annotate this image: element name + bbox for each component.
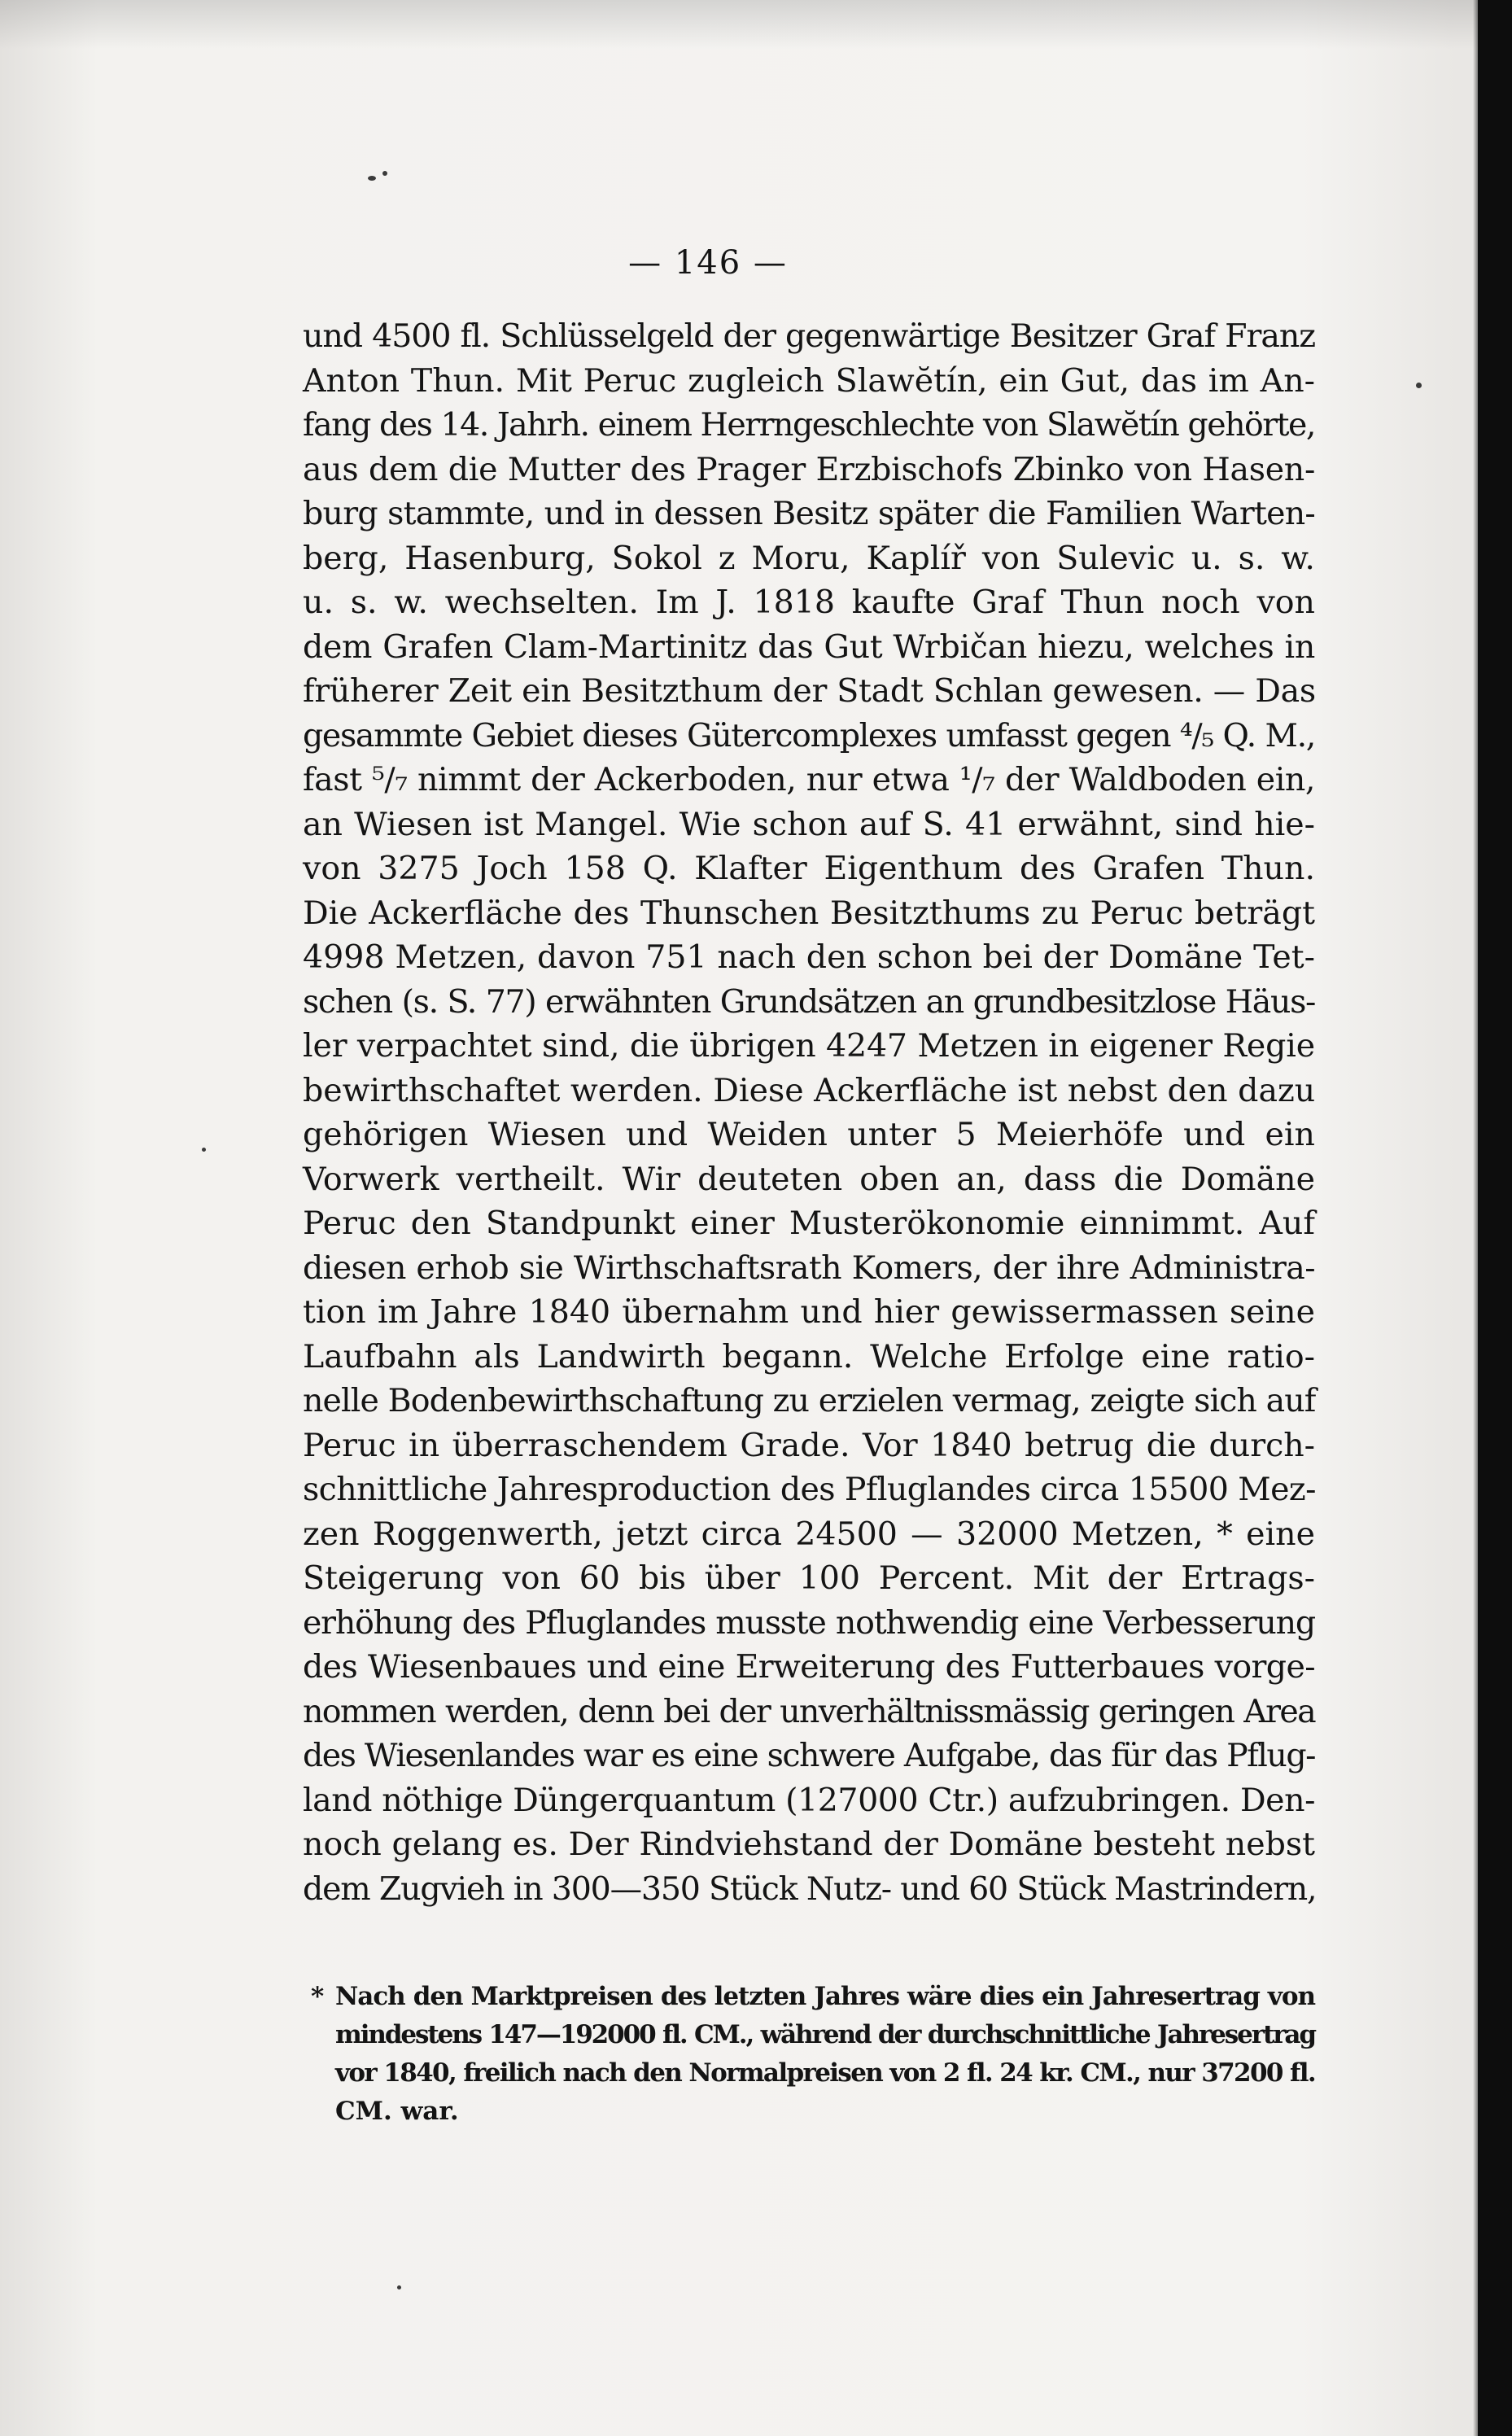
text-line: Peruc in überraschendem Grade. Vor 1840 betrug die durch- xyxy=(303,1426,1315,1464)
text-line: schen (s. S. 77) erwähnten Grundsätzen an grundbesitzlose Häus- xyxy=(303,982,1315,1021)
text-line: 4998 Metzen, davon 751 nach den schon bei der Domäne Tet- xyxy=(303,938,1315,976)
text-line: Vorwerk vertheilt. Wir deuteten oben an, dass die Domäne xyxy=(303,1160,1315,1198)
text-line: noch gelang es. Der Rindviehstand der Domäne besteht nebst xyxy=(303,1826,1315,1863)
scan-speck xyxy=(397,2285,401,2289)
text-line: gesammte Gebiet dieses Gütercomplexes umfasst gegen ⁴/₅ Q. M., xyxy=(303,716,1315,754)
text-line: land nöthige Düngerquantum (127000 Ctr.) aufzubringen. Den- xyxy=(303,1781,1315,1819)
text-line: ler verpachtet sind, die übrigen 4247 Metzen in eigener Regie xyxy=(303,1027,1315,1065)
scan-speck xyxy=(202,1148,206,1152)
text-line: aus dem die Mutter des Prager Erzbischofs Zbinko von Hasen- xyxy=(303,450,1315,488)
text-line: zen Roggenwerth, jetzt circa 24500 — 32000 Metzen, * eine xyxy=(303,1515,1315,1553)
text-line: nommen werden, denn bei der unverhältnissmässig geringen Area xyxy=(303,1692,1315,1730)
text-line: fast ⁵/₇ nimmt der Ackerboden, nur etwa ¹/₇ der Waldboden ein, xyxy=(303,761,1315,798)
text-line: dem Zugvieh in 300—350 Stück Nutz- und 60 Stück Mastrindern, xyxy=(303,1870,1317,1908)
text-line: Peruc den Standpunkt einer Musterökonomie einnimmt. Auf xyxy=(303,1205,1315,1242)
text-line: Laufbahn als Landwirth begann. Welche Erfolge eine ratio- xyxy=(303,1337,1315,1375)
text-line: schnittliche Jahresproduction des Pfluglandes circa 15500 Mez- xyxy=(303,1471,1316,1508)
scan-speck xyxy=(382,171,387,176)
text-line: gehörigen Wiesen und Weiden unter 5 Meierhöfe und ein xyxy=(303,1116,1315,1153)
text-line: des Wiesenlandes war es eine schwere Aufgabe, das für das Pflug- xyxy=(303,1737,1315,1774)
footnote-line: Nach den Marktpreisen des letzten Jahres wäre dies ein Jahresertrag von xyxy=(335,1982,1315,2011)
footnote-line: vor 1840, freilich nach den Normalpreisen von 2 fl. 24 kr. CM., nur 37200 fl. xyxy=(335,2058,1315,2088)
text-line: erhöhung des Pfluglandes musste nothwendig eine Verbesserung xyxy=(303,1603,1315,1642)
scan-speck xyxy=(368,176,376,181)
text-line: berg, Hasenburg, Sokol z Moru, Kaplíř von Sulevic u. s. w. xyxy=(303,539,1315,577)
top-edge-shadow xyxy=(0,0,1512,49)
dark-scan-border xyxy=(1478,0,1512,2436)
scan-speck xyxy=(1416,383,1422,388)
text-line: nelle Bodenbewirthschaftung zu erzielen vermag, zeigte sich auf xyxy=(303,1382,1316,1419)
text-line: u. s. w. wechselten. Im J. 1818 kaufte Graf Thun noch von xyxy=(303,584,1315,621)
text-line: dem Grafen Clam-Martinitz das Gut Wrbičan hiezu, welches in xyxy=(303,628,1315,666)
footnote-marker: * xyxy=(311,1982,325,2011)
text-line: burg stammte, und in dessen Besitz später die Familien Warten- xyxy=(303,495,1315,532)
body-text xyxy=(303,314,1315,1911)
text-line: Steigerung von 60 bis über 100 Percent. Mit der Ertrags- xyxy=(303,1559,1315,1597)
text-line: von 3275 Joch 158 Q. Klafter Eigenthum des Grafen Thun. xyxy=(303,850,1315,887)
text-line: des Wiesenbaues und eine Erweiterung des Futterbaues vorge- xyxy=(303,1648,1315,1686)
text-line: tion im Jahre 1840 übernahm und hier gewissermassen seine xyxy=(303,1293,1315,1331)
text-line: fang des 14. Jahrh. einem Herrngeschlechte von Slawĕtín gehörte, xyxy=(303,406,1315,444)
text-line: bewirthschaftet werden. Diese Ackerfläche ist nebst den dazu xyxy=(303,1071,1316,1109)
footnote xyxy=(311,1978,1315,2131)
text-line: Die Ackerfläche des Thunschen Besitzthums zu Peruc beträgt xyxy=(303,894,1315,932)
text-line: und 4500 fl. Schlüsselgeld der gegenwärtige Besitzer Graf Franz xyxy=(303,317,1315,355)
footnote-line: mindestens 147—192000 fl. CM., während der durchschnittliche Jahresertrag xyxy=(335,2020,1315,2049)
footnote-line: CM. war. xyxy=(335,2097,459,2126)
text-line: an Wiesen ist Mangel. Wie schon auf S. 41 erwähnt, sind hie- xyxy=(303,805,1315,843)
text-line: Anton Thun. Mit Peruc zugleich Slawĕtín, ein Gut, das im An- xyxy=(303,361,1315,400)
page-number: — 146 — xyxy=(628,244,788,282)
text-line: diesen erhob sie Wirthschaftsrath Komers, der ihre Administra- xyxy=(303,1249,1315,1287)
text-line: früherer Zeit ein Besitzthum der Stadt Schlan gewesen. — Das xyxy=(303,672,1316,710)
